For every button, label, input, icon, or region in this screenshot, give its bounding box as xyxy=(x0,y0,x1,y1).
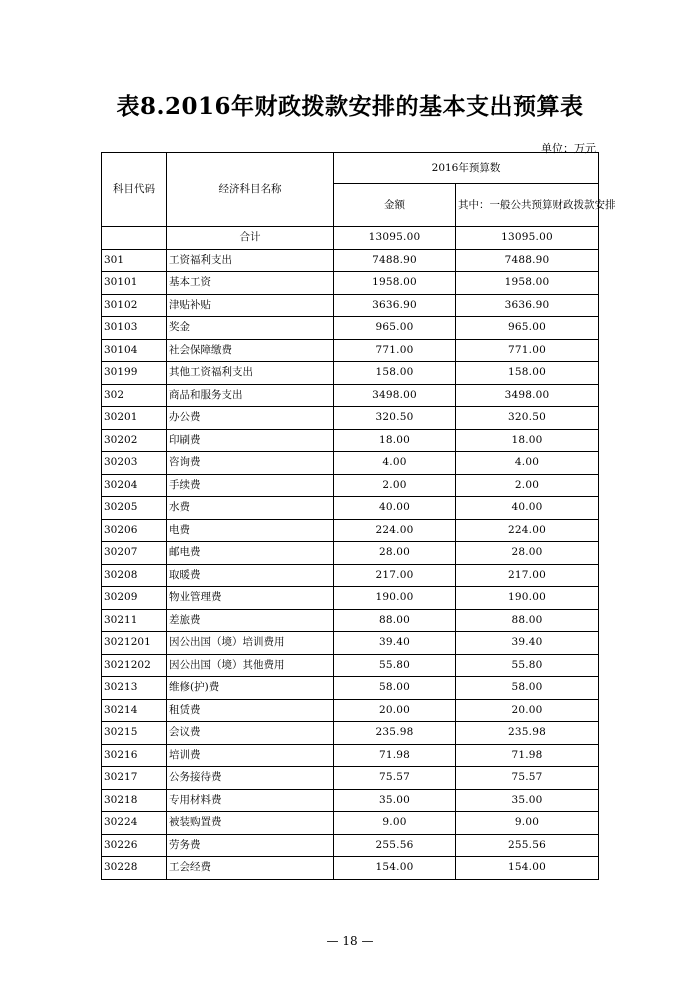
table-row xyxy=(102,407,599,430)
header-row xyxy=(102,153,599,184)
row-name: 取暖费 xyxy=(167,564,334,587)
row-name: 奖金 xyxy=(167,317,334,340)
row-general: 158.00 xyxy=(456,362,599,385)
table-row xyxy=(102,699,599,722)
row-amount: 18.00 xyxy=(334,429,456,452)
header-general: 其中：一般公共预算财政拨款安排 xyxy=(456,184,599,227)
row-general: 39.40 xyxy=(456,632,599,655)
page-number: — 18 — xyxy=(326,934,374,948)
table-row xyxy=(102,789,599,812)
row-general: 28.00 xyxy=(456,542,599,565)
total-label: 合计 xyxy=(167,227,334,250)
row-general: 190.00 xyxy=(456,587,599,610)
row-code: 3021202 xyxy=(102,654,167,677)
row-name: 其他工资福利支出 xyxy=(167,362,334,385)
row-amount: 224.00 xyxy=(334,519,456,542)
row-amount: 35.00 xyxy=(334,789,456,812)
row-amount: 235.98 xyxy=(334,722,456,745)
row-name: 办公费 xyxy=(167,407,334,430)
row-code: 30218 xyxy=(102,789,167,812)
row-general: 75.57 xyxy=(456,767,599,790)
table-row xyxy=(102,497,599,520)
row-general: 58.00 xyxy=(456,677,599,700)
row-code: 30213 xyxy=(102,677,167,700)
header-year: 2016年预算数 xyxy=(334,153,599,184)
table-row xyxy=(102,362,599,385)
row-general: 71.98 xyxy=(456,744,599,767)
row-general: 2.00 xyxy=(456,474,599,497)
row-code: 30207 xyxy=(102,542,167,565)
row-name: 专用材料费 xyxy=(167,789,334,812)
table-row xyxy=(102,767,599,790)
total-amount: 13095.00 xyxy=(334,227,456,250)
row-amount: 4.00 xyxy=(334,452,456,475)
row-name: 因公出国（境）培训费用 xyxy=(167,632,334,655)
page-title: 表8.2016年财政拨款安排的基本支出预算表 xyxy=(116,93,584,120)
table-row xyxy=(102,654,599,677)
row-code: 30209 xyxy=(102,587,167,610)
row-code: 30206 xyxy=(102,519,167,542)
budget-table xyxy=(101,152,616,880)
row-amount: 255.56 xyxy=(334,834,456,857)
row-amount: 771.00 xyxy=(334,339,456,362)
row-code: 3021201 xyxy=(102,632,167,655)
row-code: 30101 xyxy=(102,272,167,295)
row-code: 30215 xyxy=(102,722,167,745)
row-amount: 158.00 xyxy=(334,362,456,385)
table-row xyxy=(102,812,599,835)
row-general: 965.00 xyxy=(456,317,599,340)
table-row xyxy=(102,834,599,857)
table-row xyxy=(102,317,599,340)
row-code: 30211 xyxy=(102,609,167,632)
row-amount: 154.00 xyxy=(334,857,456,880)
table-row xyxy=(102,429,599,452)
row-general: 3636.90 xyxy=(456,294,599,317)
row-code: 302 xyxy=(102,384,167,407)
table-row xyxy=(102,587,599,610)
row-amount: 20.00 xyxy=(334,699,456,722)
row-name: 商品和服务支出 xyxy=(167,384,334,407)
table-row xyxy=(102,722,599,745)
table-row xyxy=(102,384,599,407)
table-row xyxy=(102,857,599,880)
row-name: 工资福利支出 xyxy=(167,249,334,272)
row-name: 印刷费 xyxy=(167,429,334,452)
row-general: 7488.90 xyxy=(456,249,599,272)
table-row xyxy=(102,452,599,475)
row-amount: 217.00 xyxy=(334,564,456,587)
row-name: 邮电费 xyxy=(167,542,334,565)
row-amount: 2.00 xyxy=(334,474,456,497)
unit-label: 单位：万元 xyxy=(541,142,596,155)
row-amount: 39.40 xyxy=(334,632,456,655)
total-row xyxy=(102,227,599,250)
table-row xyxy=(102,632,599,655)
row-amount: 55.80 xyxy=(334,654,456,677)
row-name: 津贴补贴 xyxy=(167,294,334,317)
row-general: 55.80 xyxy=(456,654,599,677)
total-general: 13095.00 xyxy=(456,227,599,250)
row-name: 电费 xyxy=(167,519,334,542)
table-row xyxy=(102,564,599,587)
row-name: 基本工资 xyxy=(167,272,334,295)
row-code: 30199 xyxy=(102,362,167,385)
total-code xyxy=(102,227,167,250)
header-code: 科目代码 xyxy=(102,153,167,227)
row-name: 因公出国（境）其他费用 xyxy=(167,654,334,677)
row-amount: 320.50 xyxy=(334,407,456,430)
row-general: 224.00 xyxy=(456,519,599,542)
row-general: 320.50 xyxy=(456,407,599,430)
table-row xyxy=(102,272,599,295)
table-row xyxy=(102,609,599,632)
row-amount: 3498.00 xyxy=(334,384,456,407)
row-amount: 3636.90 xyxy=(334,294,456,317)
row-amount: 190.00 xyxy=(334,587,456,610)
row-general: 9.00 xyxy=(456,812,599,835)
header-name: 经济科目名称 xyxy=(167,153,334,227)
row-code: 30214 xyxy=(102,699,167,722)
row-general: 35.00 xyxy=(456,789,599,812)
table-row xyxy=(102,519,599,542)
row-code: 301 xyxy=(102,249,167,272)
row-code: 30224 xyxy=(102,812,167,835)
row-amount: 40.00 xyxy=(334,497,456,520)
row-name: 公务接待费 xyxy=(167,767,334,790)
row-amount: 965.00 xyxy=(334,317,456,340)
row-name: 劳务费 xyxy=(167,834,334,857)
row-code: 30103 xyxy=(102,317,167,340)
row-name: 差旅费 xyxy=(167,609,334,632)
row-amount: 88.00 xyxy=(334,609,456,632)
row-code: 30102 xyxy=(102,294,167,317)
row-name: 工会经费 xyxy=(167,857,334,880)
row-name: 会议费 xyxy=(167,722,334,745)
row-code: 30104 xyxy=(102,339,167,362)
row-name: 被装购置费 xyxy=(167,812,334,835)
row-general: 1958.00 xyxy=(456,272,599,295)
table-row xyxy=(102,474,599,497)
row-general: 18.00 xyxy=(456,429,599,452)
row-general: 154.00 xyxy=(456,857,599,880)
row-name: 物业管理费 xyxy=(167,587,334,610)
row-amount: 7488.90 xyxy=(334,249,456,272)
row-amount: 71.98 xyxy=(334,744,456,767)
row-name: 社会保障缴费 xyxy=(167,339,334,362)
row-general: 4.00 xyxy=(456,452,599,475)
row-general: 88.00 xyxy=(456,609,599,632)
table-row xyxy=(102,249,599,272)
table-row xyxy=(102,294,599,317)
row-general: 3498.00 xyxy=(456,384,599,407)
row-amount: 9.00 xyxy=(334,812,456,835)
row-name: 水费 xyxy=(167,497,334,520)
row-code: 30217 xyxy=(102,767,167,790)
row-code: 30202 xyxy=(102,429,167,452)
table-row xyxy=(102,744,599,767)
row-amount: 58.00 xyxy=(334,677,456,700)
row-general: 235.98 xyxy=(456,722,599,745)
row-name: 手续费 xyxy=(167,474,334,497)
row-name: 维修(护)费 xyxy=(167,677,334,700)
row-name: 培训费 xyxy=(167,744,334,767)
row-code: 30228 xyxy=(102,857,167,880)
table-row xyxy=(102,542,599,565)
header-amount: 金额 xyxy=(334,184,456,227)
table-row xyxy=(102,339,599,362)
row-code: 30226 xyxy=(102,834,167,857)
row-code: 30205 xyxy=(102,497,167,520)
row-name: 咨询费 xyxy=(167,452,334,475)
row-name: 租赁费 xyxy=(167,699,334,722)
row-general: 771.00 xyxy=(456,339,599,362)
table-row xyxy=(102,677,599,700)
row-code: 30201 xyxy=(102,407,167,430)
row-amount: 75.57 xyxy=(334,767,456,790)
row-general: 40.00 xyxy=(456,497,599,520)
row-code: 30208 xyxy=(102,564,167,587)
row-code: 30216 xyxy=(102,744,167,767)
row-general: 255.56 xyxy=(456,834,599,857)
row-code: 30203 xyxy=(102,452,167,475)
row-amount: 28.00 xyxy=(334,542,456,565)
row-general: 217.00 xyxy=(456,564,599,587)
row-code: 30204 xyxy=(102,474,167,497)
row-general: 20.00 xyxy=(456,699,599,722)
row-amount: 1958.00 xyxy=(334,272,456,295)
